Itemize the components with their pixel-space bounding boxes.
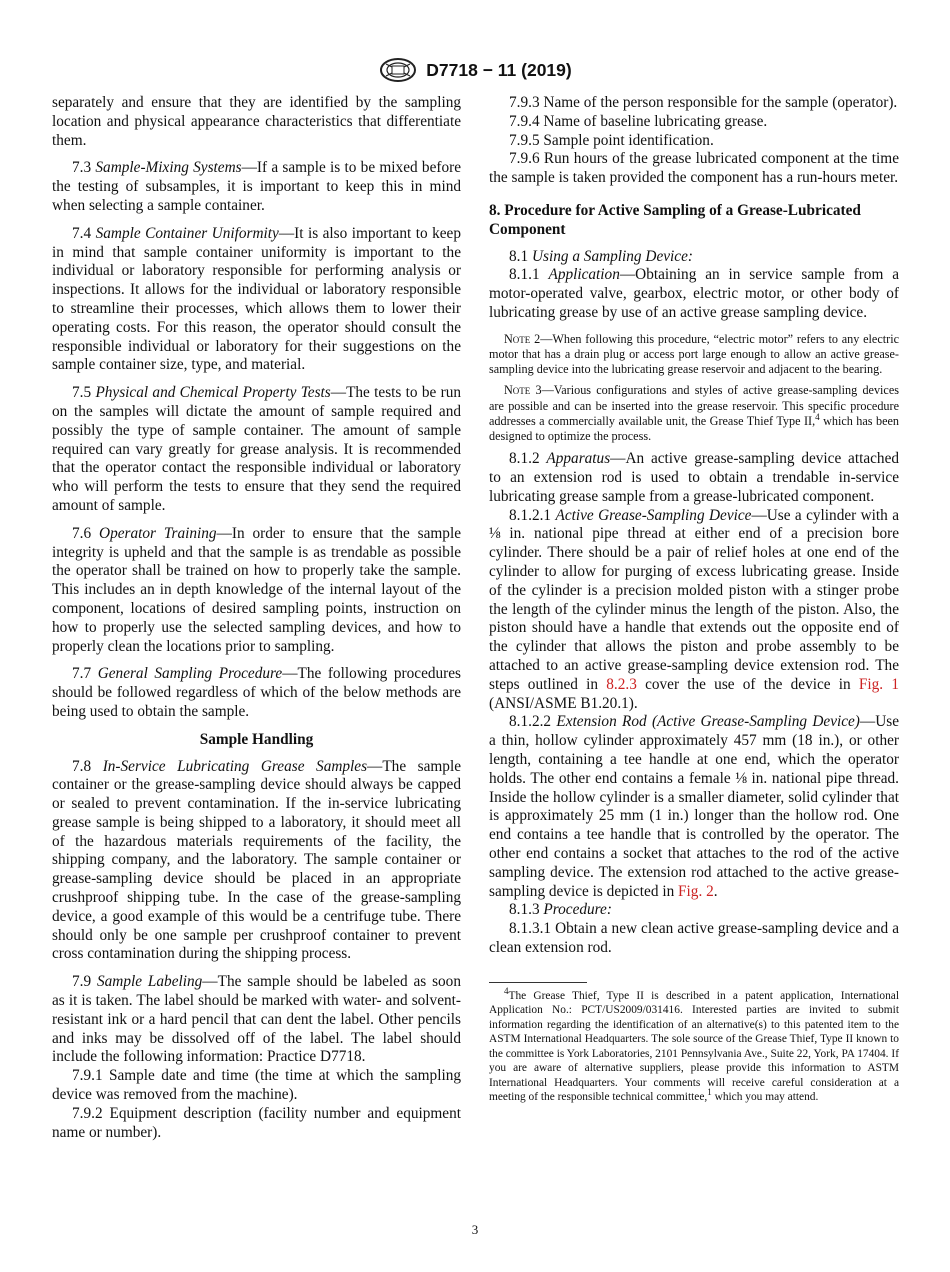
section-8-1-2-2: 8.1.2.2 Extension Rod (Active Grease-Sampling Device)—Use a thin, hollow cylinder approximately 457 mm (18 in.), or other length, containing a tee handle at one end, which the operator holds. The other end contains a female ⅛ in. national pipe thread. Inside the hollow cylinder is a smaller diameter, solid cylinder that is approximately 25 mm (1 in.) longer than the hollow rod. One end contains a tee handle that is controlled by the operator. The other end contains a socket that attaches to the rod of the active sampling device. The extension rod attached to the active grease-sampling device is depicted in Fig. 2. xyxy=(489,713,899,900)
section-7-5: 7.5 Physical and Chemical Property Tests—The tests to be run on the samples will dictate the amount of sample required and possibly the type of sample container. The amount of sample required can vary greatly for grease analysis. It is recommended that the operator contact the responsible individual or laboratory who will perform the tests to ensure that they send the required amount of sample. xyxy=(52,384,461,514)
section-7-9-4: 7.9.4 Name of baseline lubricating grease. xyxy=(509,112,768,130)
page-number: 3 xyxy=(471,1222,479,1237)
section-8-1-2: 8.1.2 Apparatus—An active grease-sampling device attached to an extension rod is used to obtain a trendable in-service lubricating grease sample from a grease-lubricated component. xyxy=(489,450,900,505)
footnote-divider xyxy=(489,982,587,983)
section-7-4: 7.4 Sample Container Uniformity—It is also important to keep in mind that sample container uniformity is important to the individual or laboratory responsible for performing analysis or inspections. It allows for the individual or laboratory responsible to streamline their processes, which allows them to lower their operating costs. For this reason, the operator should consult the responsible individual or laboratory for their suggestions on the sample container size, type, and material. xyxy=(52,224,461,374)
section-8-1-3: 8.1.3 Procedure: xyxy=(509,901,612,919)
left-column xyxy=(52,94,461,1142)
standard-designation: D7718 − 11 (2019) xyxy=(426,59,572,80)
link-8-2-3[interactable]: 8.2.3 xyxy=(606,675,637,693)
section-7-7: 7.7 General Sampling Procedure—The following procedures should be followed regardless of which of the below methods are being used to obtain the sample. xyxy=(52,665,461,720)
section-7-6: 7.6 Operator Training—In order to ensure that the sample integrity is upheld and that the sample is as trendable as possible the operator shall be trained on how to properly take the sample. This includes an in depth knowledge of the internal layout of the component, locations of desired sampling points, instruction on how to properly use the selected sampling devices, and how to properly clean the locations prior to sampling. xyxy=(52,524,461,655)
section-8-1-1: 8.1.1 Application—Obtaining an in service sample from a motor-operated valve, gearbox, electric motor, or other body of lubricating grease by use of an active grease sampling device. xyxy=(489,266,899,321)
right-column xyxy=(489,94,899,1105)
note-2: Note 2—When following this procedure, “electric motor” refers to any electric motor that has a drain plug or access port large enough to allow an active grease-sampling device into the lubricating grease reservoir and adjacent to the bearing. xyxy=(489,331,899,377)
section-8-heading: 8. Procedure for Active Sampling of a Grease-Lubricated Component xyxy=(489,201,861,238)
section-7-9: 7.9 Sample Labeling—The sample should be labeled as soon as it is taken. The label should be marked with water- and solvent-resistant ink or a hard pencil that can dent the label. Other pencils and inks may be dissolved off of the label. The label should include the following information: Practice D7718. xyxy=(52,973,461,1066)
link-fig-1[interactable]: Fig. 1 xyxy=(858,675,900,693)
footnote-4: $^4$The Grease Thief, Type II is described in a patent application, International Application No.: PCT/US2009/031416. Interested parties are invited to submit information regarding the identification of an alternative(s) to this patented item to the ASTM International Headquarters. The sole source of the Grease Thief, Type II known to the committee is York Laboratories, 2101 Pennsylvania Ave., Suite 22, York, PA 17404. If you are aware of alternative suppliers, please provide this information to ASTM International Headquarters. Your comments will receive careful consideration at a meeting of the responsible technical committee,$^1$ which you may attend. xyxy=(489,985,899,1104)
section-8-1-2-1: 8.1.2.1 Active Grease-Sampling Device—Use a cylinder with a ⅛ in. national pipe thread at either end of a precision bore cylinder. There should be a pair of relief holes at one end of the cylinder to allow for purging of excess lubricating grease. Inside of the cylinder is a precision molded piston with a stinger probe the length of the cylinder minus the length of the piston. Also, the piston should have a handle that extends out the opposite end of the cylinder that allows the piston and probe assembly to be attached to an active grease-sampling device extension rod. The steps outlined in 8.2.3 cover the use of the device in Fig. 1 (ANSI/ASME B1.20.1). xyxy=(489,506,900,712)
page-header xyxy=(0,56,950,84)
section-7-9-1: 7.9.1 Sample date and time (the time at which the sampling device was removed from the machine). xyxy=(52,1067,461,1104)
paragraph-continuation: separately and ensure that they are identified by the sampling location and physical appearance characteristics that differentiate them. xyxy=(52,94,461,149)
section-7-3: 7.3 Sample-Mixing Systems—If a sample is to be mixed before the testing of subsamples, it is important to keep this in mind when selecting a sample container. xyxy=(52,159,461,214)
link-fig-2[interactable]: Fig. 2 xyxy=(678,882,714,900)
section-8-1-3-1: 8.1.3.1 Obtain a new clean active grease-sampling device and a clean extension rod. xyxy=(489,920,899,956)
section-8-1: 8.1 Using a Sampling Device: xyxy=(509,247,693,265)
section-7-9-2: 7.9.2 Equipment description (facility number and equipment name or number). xyxy=(52,1104,461,1141)
heading-sample-handling: Sample Handling xyxy=(199,730,314,748)
astm-logo-icon xyxy=(378,56,418,84)
note-3: Note 3—Various configurations and styles of active grease-sampling devices are possible and can be inserted into the grease reservoir. This specific procedure addresses a commercially available unit, the Grease Thief Type II,$^4$ which has been designed to optimize the process. xyxy=(489,383,899,443)
section-7-9-3: 7.9.3 Name of the person responsible for the sample (operator). xyxy=(509,94,898,111)
section-7-8: 7.8 In-Service Lubricating Grease Samples—The sample container or the grease-sampling device should always be capped or sealed to prevent contamination. If the in-service lubricating grease sample is being shipped to a laboratory, it should meet all of the hazardous materials requirements of the facility, the shipping company, and the laboratory. The sample container or grease-sampling device should be placed in an appropriate crushproof shipping tube. In the case of the grease-sampling device, a good example of this would be a centrifuge tube. There should only be one sample per crushproof container to prevent cross contamination during the shipping process. xyxy=(52,757,461,963)
section-7-9-6: 7.9.6 Run hours of the grease lubricated component at the time the sample is taken provided the component has a run-hours meter. xyxy=(489,150,899,187)
section-7-9-5: 7.9.5 Sample point identification. xyxy=(509,131,714,149)
